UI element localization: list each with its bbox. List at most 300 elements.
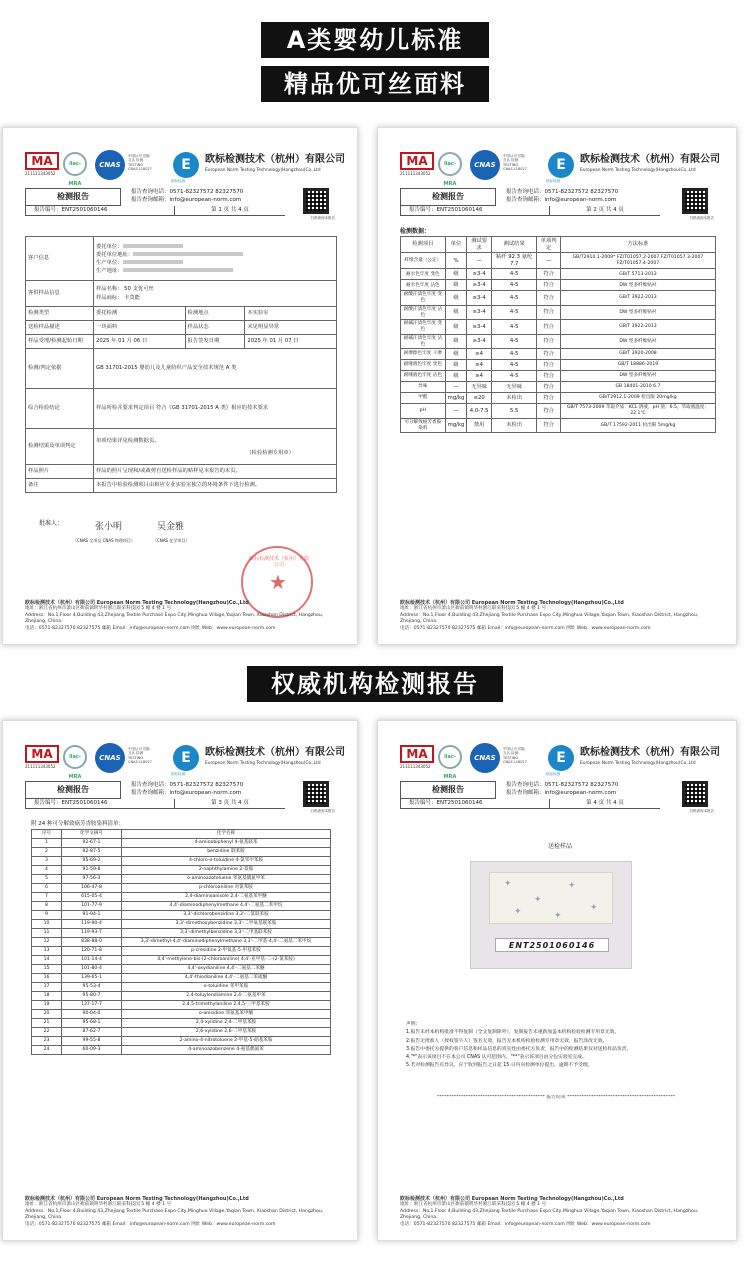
- table-row: [32, 983, 331, 992]
- declaration-item: 2.报告无批准人（授权签字人）签名无效，报告无本机构检验检测专用章无效，报告涂改无效。: [406, 1038, 608, 1044]
- table-cell: GB 18401-2010 6.7: [560, 382, 715, 393]
- company-name-en: European Norm Testing Technology(Hangzhou)Co.,Ltd: [580, 168, 696, 173]
- table-row: [32, 956, 331, 965]
- table-row: [32, 893, 331, 902]
- table-cell: 87-62-7: [62, 1028, 122, 1037]
- table-cell: 4-5: [491, 305, 537, 319]
- table-cell: GB/T2910.1-2009* FZ/T01057.2-2007 FZ/T01057.3-2007 FZ/T01057.4-2007: [560, 253, 715, 269]
- cnas-logo: CNAS 中国认可 国际互认 检测 TESTING CNAS L18027: [95, 150, 151, 182]
- table-cell: 4-5: [491, 269, 537, 280]
- table-cell: 4.0-7.5: [467, 404, 491, 418]
- company-name-en: European Norm Testing Technology(Hangzhou)Co.,Ltd: [205, 761, 321, 766]
- table-cell: 符合: [537, 291, 560, 305]
- table-cell: 符合: [537, 404, 560, 418]
- table-cell: 符合: [537, 371, 560, 382]
- table-cell: 4-5: [491, 371, 537, 382]
- report-header: [400, 743, 720, 783]
- table-row: [401, 280, 716, 291]
- ilac-logo: ilac-MRA: [438, 152, 468, 180]
- page-footer: 欧标检测技术（杭州）有限公司 European Norm Testing Technology(Hangzhou)Co.,Ltd 地址：浙江省杭州市萧山区衙前镇明华村浙江联采科技园 5 幢 4 楼 1 号 Address：No.1,Floor 4,Building 43,Zhejiang Textile Purchase Expo City,Minghua Village,Yaqian Town, Xiaoshan District, Hangzhou, Zhejiang, China. 电话：0571-82327570 82327575 邮箱 Email：info@european-norm.com 网址 Web：www.european-norm.com: [400, 1195, 699, 1227]
- report-title: 检测报告: [25, 188, 121, 206]
- table-cell: 3,3'-dimethylbenzidine 3,3'-二甲基联苯胺: [122, 929, 331, 938]
- table-cell: 符合: [537, 305, 560, 319]
- test-data-table: [400, 236, 716, 433]
- table-cell: 粘纤 92.3 氨纶 7.7: [491, 253, 537, 269]
- table-row: [32, 992, 331, 1001]
- table-row: 检测类型 委托检测 检测地点 本实验室: [26, 307, 337, 321]
- table-cell: o-toluidine 邻甲苯胺: [122, 983, 331, 992]
- declaration-item: 3.报告中委托方提供的客户信息和样品信息的真实性由委托方负责，报告中的检测结果仅对送检样品负责。: [406, 1046, 632, 1052]
- table-cell: 101-14-4: [62, 956, 122, 965]
- table-cell: 615-05-4: [62, 893, 122, 902]
- table-cell: 8: [32, 902, 62, 911]
- table-cell: 16: [32, 974, 62, 983]
- table-cell: mg/kg: [445, 418, 467, 432]
- table-cell: GB/T 5713-2013: [560, 269, 715, 280]
- banner-fabric-title: 精品优可丝面料: [261, 66, 489, 102]
- table-cell: ≥3-4: [467, 305, 491, 319]
- table-cell: 禁用: [467, 418, 491, 432]
- table-cell: 纤维含量（公定）: [401, 253, 446, 269]
- table-cell: GB/T 3920-2008: [560, 349, 715, 360]
- table-cell: GB/T 3922-2013: [560, 320, 715, 334]
- table-cell: 101-77-9: [62, 902, 122, 911]
- company-logo-caption: 欧标检测: [546, 179, 560, 183]
- table-cell: 119-90-4: [62, 920, 122, 929]
- table-cell: 耐摩擦色牢度 干摩: [401, 349, 446, 360]
- company-name-en: European Norm Testing Technology(Hangzhou)Co.,Ltd: [205, 168, 321, 173]
- table-cell: ≥3-4: [467, 269, 491, 280]
- amine-list-table: [31, 829, 331, 1055]
- qr-label: 扫码查询本报告: [689, 809, 714, 813]
- declaration-title: 声明：: [406, 1022, 421, 1027]
- cnas-logo: CNAS 中国认可 国际互认 检测 TESTING CNAS L18027: [95, 743, 151, 775]
- ma-logo: MA 211111343052: [25, 152, 59, 180]
- table-cell: 无异味: [491, 382, 537, 393]
- report-title: 检测报告: [400, 188, 496, 206]
- table-cell: mg/kg: [445, 393, 467, 404]
- table-cell: 13: [32, 947, 62, 956]
- table-cell: 4-5: [491, 291, 537, 305]
- table-cell: 95-69-2: [62, 857, 122, 866]
- table-row: [32, 938, 331, 947]
- table-cell: 4-aminobiphenyl 4-氨基联苯: [122, 839, 331, 848]
- table-cell: 3: [32, 857, 62, 866]
- table-cell: 14: [32, 956, 62, 965]
- qr-label: 扫码查询本报告: [310, 216, 335, 220]
- table-cell: GB/T 18886-2019: [560, 360, 715, 371]
- table-cell: —: [537, 253, 560, 269]
- table-cell: 10: [32, 920, 62, 929]
- table-row: [401, 320, 716, 334]
- table-row: [32, 884, 331, 893]
- table-cell: 6: [32, 884, 62, 893]
- table-cell: 2,4-xylidine 2,4-二甲基苯胺: [122, 1019, 331, 1028]
- table-cell: 级: [445, 280, 467, 291]
- table-cell: 符合: [537, 320, 560, 334]
- table-cell: ≥4: [467, 349, 491, 360]
- table-cell: 4,4'-diaminodiphenylmethane 4,4'-二氨基二苯甲烷: [122, 902, 331, 911]
- table-cell: 92-87-5: [62, 848, 122, 857]
- ma-logo: MA 211111343052: [400, 745, 434, 773]
- table-cell: 2-amino-4-nitrotoluene 2-甲基-5-硝基苯胺: [122, 1037, 331, 1046]
- table-cell: 异味: [401, 382, 446, 393]
- qr-label: 扫码查询本报告: [310, 809, 335, 813]
- table-row: [401, 404, 716, 418]
- company-name-cn: 欧标检测技术（杭州）有限公司: [205, 747, 345, 758]
- table-cell: 级: [445, 349, 467, 360]
- report-title: 检测报告: [400, 781, 496, 799]
- star-pattern-icon: ✦: [590, 903, 598, 913]
- ilac-logo: ilac-MRA: [438, 745, 468, 773]
- table-cell: ≥3-4: [467, 291, 491, 305]
- table-cell: 级: [445, 371, 467, 382]
- table-cell: 符合: [537, 418, 560, 432]
- table-row: 客供样品信息 样品名称： 50 支优可丝 样品商标： 卡莫能: [26, 281, 337, 307]
- table-cell: 22: [32, 1028, 62, 1037]
- official-stamp: 欧标检测技术（杭州）有限公司 ★: [241, 546, 313, 618]
- company-logo-caption: 欧标检测: [171, 772, 185, 776]
- report-number: 报告编号：ENT2501060146: [400, 799, 550, 809]
- table-cell: 级: [445, 334, 467, 348]
- table-cell: 19: [32, 1001, 62, 1010]
- table-cell: 838-88-0: [62, 938, 122, 947]
- table-cell: DW 型多纤维贴衬: [560, 334, 715, 348]
- cnas-logo: CNAS 中国认可 国际互认 检测 TESTING CNAS L18027: [470, 743, 526, 775]
- report-end-line: ********************************************* 报告结束 *********************************************: [436, 1095, 676, 1100]
- table-row: [401, 291, 716, 305]
- table-cell: 耐水色牢度 变色: [401, 269, 446, 280]
- table-cell: ≥4: [467, 371, 491, 382]
- table-cell: 17: [32, 983, 62, 992]
- table-cell: 91-59-8: [62, 866, 122, 875]
- declaration-item: 5.若对检测报告有异议，应于收到报告之日起 15 日内向检测单位提出，逾期不予受理。: [406, 1063, 593, 1069]
- page-number: 第 1 页 共 4 页: [175, 206, 285, 216]
- table-row: [32, 947, 331, 956]
- table-cell: %: [445, 253, 467, 269]
- table-cell: 1: [32, 839, 62, 848]
- table-cell: 耐碱汗渍色牢度 变色: [401, 320, 446, 334]
- table-row: [32, 965, 331, 974]
- phone-line: 报告查询电话：0571-82327572 82327570: [506, 189, 619, 195]
- report-header: [25, 743, 345, 783]
- table-cell: 106-47-8: [62, 884, 122, 893]
- qr-label: 扫码查询本报告: [689, 216, 714, 220]
- table-row: 样品受理/检测起始日期 2025 年 01 月 06 日 报告签发日期 2025 年 01 月 07 日: [26, 335, 337, 349]
- report-page-4: [377, 720, 737, 1241]
- table-cell: 未检出: [491, 418, 537, 432]
- page-number: 第 3 页 共 4 页: [175, 799, 285, 809]
- table-cell: 符合: [537, 360, 560, 371]
- table-cell: 5: [32, 875, 62, 884]
- table-row: 备注 本报告中检验检测项目由相应专业实验室独立的环境条件下进行检测。: [26, 479, 337, 493]
- table-cell: 符合: [537, 280, 560, 291]
- report-page-2: [377, 127, 737, 645]
- table-row: [32, 875, 331, 884]
- table-row: [32, 1010, 331, 1019]
- phone-line: 报告查询电话：0571-82327572 82327570: [506, 782, 619, 788]
- table-cell: 耐水色牢度 沾色: [401, 280, 446, 291]
- table-cell: 耐唾液色牢度 变色: [401, 360, 446, 371]
- email-line: 报告查询邮箱：info@european-norm.com: [506, 197, 617, 203]
- table-cell: ≥4: [467, 360, 491, 371]
- table-row: [32, 1046, 331, 1055]
- table-cell: 符合: [537, 393, 560, 404]
- table-row: [401, 349, 716, 360]
- signature-2-caption: （CNAS 化学项目）: [153, 538, 190, 543]
- report-info-bar: [400, 781, 714, 815]
- table-cell: 92-67-1: [62, 839, 122, 848]
- table-cell: 91-94-1: [62, 911, 122, 920]
- table-cell: p-cresidine 2-甲氧基-5-甲基苯胺: [122, 947, 331, 956]
- table-cell: o-anisidine 邻氨基苯甲醚: [122, 1010, 331, 1019]
- sample-label: ENT2501060146: [495, 938, 609, 952]
- table-row: [401, 253, 716, 269]
- company-logo-icon: E: [548, 152, 574, 178]
- table-row: [401, 371, 716, 382]
- table-cell: 7: [32, 893, 62, 902]
- signature-2: 吴金雅: [157, 522, 185, 532]
- email-line: 报告查询邮箱：info@european-norm.com: [131, 790, 242, 796]
- table-cell: 139-65-1: [62, 974, 122, 983]
- ilac-logo: ilac-MRA: [63, 152, 93, 180]
- table-cell: benzidine 联苯胺: [122, 848, 331, 857]
- email-line: 报告查询邮箱：info@european-norm.com: [506, 790, 617, 796]
- table-row: 客户信息 委托单位： 委托单位地址： 生产单位： 生产地址：: [26, 237, 337, 281]
- star-pattern-icon: ✦: [514, 907, 522, 917]
- table-cell: 级: [445, 305, 467, 319]
- table-cell: 可分解致癌芳香胺染料: [401, 418, 446, 432]
- table-cell: 耐碱汗渍色牢度 沾色: [401, 334, 446, 348]
- page-number: 第 2 页 共 4 页: [550, 206, 660, 216]
- table-cell: 120-71-8: [62, 947, 122, 956]
- report-number: 报告编号：ENT2501060146: [400, 206, 550, 216]
- table-cell: 101-80-4: [62, 965, 122, 974]
- company-logo-caption: 欧标检测: [546, 772, 560, 776]
- table-cell: 2,6-xylidine 2,6-二甲基苯胺: [122, 1028, 331, 1037]
- table-cell: ≥3-4: [467, 334, 491, 348]
- table-cell: —: [445, 404, 467, 418]
- table-cell: 4-5: [491, 320, 537, 334]
- declaration-block: [406, 1021, 706, 1071]
- table-cell: 137-17-7: [62, 1001, 122, 1010]
- qr-code-icon: [682, 188, 708, 214]
- table-cell: 95-68-1: [62, 1019, 122, 1028]
- table-cell: 2-naphthylamine 2-萘胺: [122, 866, 331, 875]
- report-info-table: [25, 236, 337, 493]
- table-cell: 2,4,5-trimethylaniline 2,4,5-三甲基苯胺: [122, 1001, 331, 1010]
- table-row: [32, 1028, 331, 1037]
- table-cell: 4,4'-thiodianiline 4,4'-二氨基二苯硫醚: [122, 974, 331, 983]
- table-cell: 4-aminoazobenzene 4-氨基偶氮苯: [122, 1046, 331, 1055]
- table-row: 样品照片 样品的照片呈现和/或裁剪自送检样品的贴样见本报告的末页。: [26, 465, 337, 479]
- report-page-1: [2, 127, 358, 645]
- table-cell: 23: [32, 1037, 62, 1046]
- table-cell: 符合: [537, 269, 560, 280]
- report-info-bar: [400, 188, 714, 222]
- table-cell: DW 型多纤维贴衬: [560, 280, 715, 291]
- company-name-cn: 欧标检测技术（杭州）有限公司: [580, 154, 720, 165]
- ma-logo: MA 211111343052: [400, 152, 434, 180]
- table-cell: 耐唾液色牢度 沾色: [401, 371, 446, 382]
- page-footer: 欧标检测技术（杭州）有限公司 European Norm Testing Technology(Hangzhou)Co.,Ltd 地址：浙江省杭州市萧山区衙前镇明华村浙江联采科技园 5 幢 4 楼 1 号 Address：No.1,Floor 4,Building 43,Zhejiang Textile Purchase Expo City,Minghua Village,Yaqian Town, Xiaoshan District, Hangzhou, Zhejiang, China. 电话：0571-82327570 82327575 邮箱 Email：info@european-norm.com 网址 Web：www.european-norm.com: [400, 599, 699, 631]
- table-cell: 4-5: [491, 349, 537, 360]
- report-number: 报告编号：ENT2501060146: [25, 799, 175, 809]
- table-cell: ≥3-4: [467, 280, 491, 291]
- table-row: [401, 360, 716, 371]
- table-cell: 119-93-7: [62, 929, 122, 938]
- table-header-row: 检测项目 单位 测试要求 测试结果 单项判定 方法标准: [401, 237, 716, 253]
- table-row: [32, 1019, 331, 1028]
- company-logo-icon: E: [548, 745, 574, 771]
- report-info-bar: [25, 188, 335, 222]
- table-cell: 95-53-4: [62, 983, 122, 992]
- company-logo-icon: E: [173, 152, 199, 178]
- report-header: [25, 150, 345, 190]
- table-cell: DW 型多纤维贴衬: [560, 371, 715, 382]
- table-row: [401, 382, 716, 393]
- table-row: 综合检验结论 样品所检并要求判定项目 符合《GB 31701-2015 A 类》相应的技术要求: [26, 389, 337, 429]
- table-row: [32, 929, 331, 938]
- table-cell: 4-5: [491, 334, 537, 348]
- report-header: [400, 150, 720, 190]
- report-page-3: [2, 720, 358, 1241]
- table-cell: 3,3'-dimethoxybenzidine 3,3'-二甲氧基联苯胺: [122, 920, 331, 929]
- ilac-logo: ilac-MRA: [63, 745, 93, 773]
- table-cell: 符合: [537, 349, 560, 360]
- table-cell: 4,4'-oxydianiline 4,4'-二氨基二苯醚: [122, 965, 331, 974]
- table-cell: GB/T 3922-2013: [560, 291, 715, 305]
- table-cell: ≥3-4: [467, 320, 491, 334]
- table-cell: 11: [32, 929, 62, 938]
- table-cell: 符合: [537, 334, 560, 348]
- table-cell: 20: [32, 1010, 62, 1019]
- table-cell: 21: [32, 1019, 62, 1028]
- star-pattern-icon: ✦: [554, 911, 562, 921]
- star-pattern-icon: ✦: [534, 895, 542, 905]
- table-cell: 4: [32, 866, 62, 875]
- email-line: 报告查询邮箱：info@european-norm.com: [131, 197, 242, 203]
- table-cell: 99-55-8: [62, 1037, 122, 1046]
- qr-code-icon: [303, 188, 329, 214]
- report-number: 报告编号：ENT2501060146: [25, 206, 175, 216]
- table-cell: 97-56-3: [62, 875, 122, 884]
- table-row: [401, 305, 716, 319]
- star-pattern-icon: ✦: [504, 879, 512, 889]
- table-cell: 未检出: [491, 393, 537, 404]
- table-row: 检测/判定依据 GB 31701-2015 婴幼儿及儿童纺织产品安全技术规范 A 类: [26, 349, 337, 389]
- signature-1: 张小明: [95, 522, 123, 532]
- cnas-logo: CNAS 中国认可 国际互认 检测 TESTING CNAS L18027: [470, 150, 526, 182]
- signature-1-caption: （CNAS 全项及 CNAS 物理项目）: [73, 538, 135, 543]
- report-title: 检测报告: [25, 781, 121, 799]
- phone-line: 报告查询电话：0571-82327572 82327570: [131, 189, 244, 195]
- table-row: [32, 902, 331, 911]
- table-header-row: 序号 化学文摘号 化学名称: [32, 830, 331, 839]
- table-cell: 甲醛: [401, 393, 446, 404]
- table-cell: 12: [32, 938, 62, 947]
- company-name-cn: 欧标检测技术（杭州）有限公司: [580, 747, 720, 758]
- table-cell: p-chloroaniline 对氯苯胺: [122, 884, 331, 893]
- table-cell: 符合: [537, 382, 560, 393]
- ma-logo: MA 211111343052: [25, 745, 59, 773]
- table-cell: 4-5: [491, 360, 537, 371]
- qr-code-icon: [303, 781, 329, 807]
- table-row: [401, 393, 716, 404]
- company-name-en: European Norm Testing Technology(Hangzhou)Co.,Ltd: [580, 761, 696, 766]
- table-row: [32, 974, 331, 983]
- table-cell: 2,4-toluylendiamine 2,4-二氨基甲苯: [122, 992, 331, 1001]
- table-cell: GB/T 17592-2011 检出限 5mg/kg: [560, 418, 715, 432]
- report-info-bar: [25, 781, 335, 815]
- amine-list-title: 附 24 种可分解致癌芳香胺染料清单：: [31, 821, 124, 827]
- table-cell: GB/T 7573-2009 萃取介质：KCL 溶液，pH 值：6.5，萃取液温度：22.1℃: [560, 404, 715, 418]
- table-row: [32, 866, 331, 875]
- section-title: 检测数据：: [400, 228, 431, 235]
- table-cell: 15: [32, 965, 62, 974]
- page-footer: 欧标检测技术（杭州）有限公司 European Norm Testing Technology(Hangzhou)Co.,Ltd 地址：浙江省杭州市萧山区衙前镇明华村浙江联采科技园 5 幢 4 楼 1 号 Address：No.1,Floor 4,Building 43,Zhejiang Textile Purchase Expo City,Minghua Village,Yaqian Town, Xiaoshan District, Hangzhou, Zhejiang, China. 电话：0571-82327570 82327575 邮箱 Email：info@european-norm.com 网址 Web：www.european-norm.com: [25, 1195, 324, 1227]
- table-cell: pH: [401, 404, 446, 418]
- table-row: [32, 857, 331, 866]
- table-cell: 18: [32, 992, 62, 1001]
- table-cell: 3,3'-dichlorobenzidine 3,3'-二氯联苯胺: [122, 911, 331, 920]
- company-logo-caption: 欧标检测: [171, 179, 185, 183]
- sample-photo: [470, 861, 632, 969]
- table-cell: 耐酸汗渍色牢度 沾色: [401, 305, 446, 319]
- table-row: 检测结果及单项判定 单项结果详见检测数据页。 （检验检测专用章）: [26, 429, 337, 465]
- table-cell: 3,3'-dimethyl-4,4'-diaminodiphenylmethane 3,3'-二甲基-4,4'-二氨基二苯甲烷: [122, 938, 331, 947]
- banner-class-a-standard: A类婴幼儿标准: [261, 22, 489, 58]
- fabric-swatch: [489, 872, 613, 924]
- table-cell: —: [445, 382, 467, 393]
- declaration-item: 1.报告未经本机构批准不得复制（全文复制除外），复制报告未重新加盖本机构检验检测专用章无效。: [406, 1030, 620, 1036]
- table-cell: 9: [32, 911, 62, 920]
- declaration-item: 4."*"表示该项目不在本公司 CNAS 认可范围内，"**"表示该项目由分包实验室完成。: [406, 1055, 587, 1061]
- table-row: [32, 839, 331, 848]
- qr-code-icon: [682, 781, 708, 807]
- company-name-cn: 欧标检测技术（杭州）有限公司: [205, 154, 345, 165]
- table-cell: 4-chloro-o-toluidine 4-氯邻甲苯胺: [122, 857, 331, 866]
- table-cell: 级: [445, 360, 467, 371]
- table-cell: 4,4'-methylene-bis-(2-chloroaniline) 4,4'-亚甲基-二-(2-氯苯胺): [122, 956, 331, 965]
- table-row: [401, 418, 716, 432]
- table-row: [32, 1037, 331, 1046]
- table-cell: 2,4-diaminoanisole 2,4-二氨基苯甲醚: [122, 893, 331, 902]
- table-cell: —: [467, 253, 491, 269]
- table-cell: DW 型多纤维贴衬: [560, 305, 715, 319]
- approver-label: 批准人：: [39, 520, 64, 527]
- table-cell: ≤20: [467, 393, 491, 404]
- phone-line: 报告查询电话：0571-82327572 82327570: [131, 782, 244, 788]
- company-logo-icon: E: [173, 745, 199, 771]
- table-cell: o-aminoazotoluene 邻氨基偶氮甲苯: [122, 875, 331, 884]
- table-cell: 2: [32, 848, 62, 857]
- table-row: [32, 1001, 331, 1010]
- banner-authority-report: 权威机构检测报告: [247, 666, 503, 702]
- sample-title: 送检样品: [548, 843, 573, 850]
- table-cell: 级: [445, 320, 467, 334]
- table-cell: 无异味: [467, 382, 491, 393]
- table-row: [401, 334, 716, 348]
- table-cell: 90-04-0: [62, 1010, 122, 1019]
- table-row: [401, 269, 716, 280]
- table-cell: 级: [445, 269, 467, 280]
- table-row: [32, 920, 331, 929]
- table-cell: 24: [32, 1046, 62, 1055]
- page-footer: 欧标检测技术（杭州）有限公司 European Norm Testing Technology(Hangzhou)Co.,Ltd 地址：浙江省杭州市萧山区衙前镇明华村浙江联采科技园 5 幢 4 楼 1 号 Address：No.1,Floor 4,Building 43,Zhejiang Textile Purchase Expo City,Minghua Village,Yaqian Town, Xiaoshan District, Hangzhou, Zhejiang, China. 电话：0571-82327570 82327575 邮箱 Email：info@european-norm.com 网址 Web：www.european-norm.com: [25, 599, 324, 631]
- table-row: [32, 848, 331, 857]
- table-cell: 级: [445, 291, 467, 305]
